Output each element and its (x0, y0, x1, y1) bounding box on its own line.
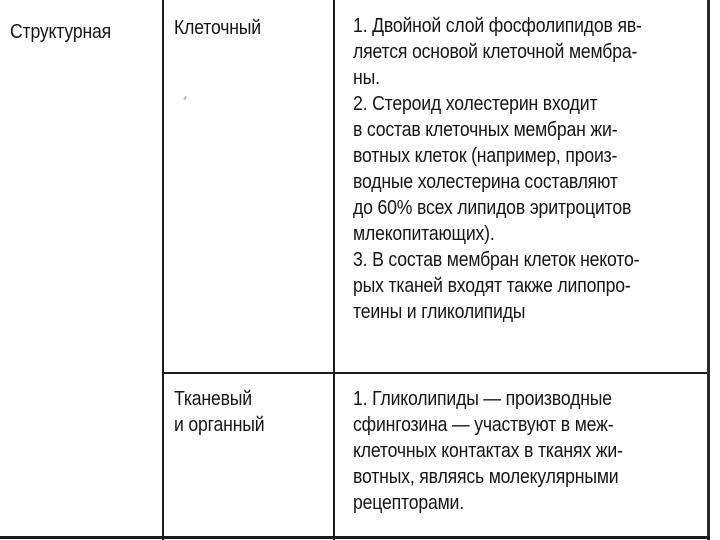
row-divider (163, 372, 707, 374)
table-right-border (707, 0, 710, 540)
description-line: водные холестерина составляют (353, 170, 618, 193)
level-cell-cellular (174, 15, 261, 41)
description-line: ляется основой клеточной мембра- (353, 40, 638, 63)
level-cell-tissue-organ (174, 386, 264, 438)
description-line: теины и гликолипиды (353, 300, 526, 323)
description-cell-tissue-organ (353, 386, 623, 516)
level-label: и органный (174, 413, 265, 436)
description-line: рых тканей входят также липопро- (353, 274, 631, 297)
column-divider-1 (162, 0, 164, 540)
description-line: 2. Стероид холестерин входит (353, 92, 598, 115)
description-line: в состав клеточных мембран жи- (353, 118, 618, 141)
table-bottom-border (0, 536, 710, 539)
column-divider-2 (333, 0, 335, 540)
level-label: Клеточный (174, 16, 261, 39)
scan-speck (183, 96, 186, 100)
description-line: ны. (353, 66, 380, 89)
description-line: вотных клеток (например, произ- (353, 144, 618, 167)
description-line: до 60% всех липидов эритроцитов (353, 196, 632, 219)
level-label: Тканевый (174, 387, 252, 410)
description-line: млекопитающих). (353, 222, 495, 245)
category-label: Структурная (10, 20, 112, 43)
description-line: клеточных контактах в тканях жи- (353, 439, 623, 462)
category-cell (10, 19, 111, 45)
description-line: 1. Двойной слой фосфолипидов яв- (353, 14, 642, 37)
description-line: 1. Гликолипиды — производные (353, 387, 612, 410)
description-line: рецепторами. (353, 491, 464, 514)
description-line: 3. В состав мембран клеток некото- (353, 248, 640, 271)
description-line: вотных, являясь молекулярными (353, 465, 619, 488)
description-line: сфингозина — участвуют в меж- (353, 413, 614, 436)
description-cell-cellular (353, 13, 642, 325)
